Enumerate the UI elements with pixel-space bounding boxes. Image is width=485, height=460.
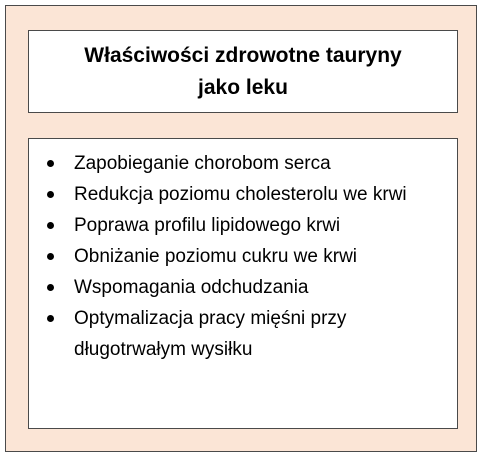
bullet-icon [47, 160, 54, 167]
list-item [29, 179, 457, 210]
list-item [29, 241, 457, 272]
bullet-icon [47, 315, 54, 322]
list-item [29, 272, 457, 303]
list-item [29, 210, 457, 241]
title-box [28, 30, 458, 113]
bullet-icon [47, 222, 54, 229]
bullet-icon [47, 191, 54, 198]
benefits-box [28, 138, 458, 429]
infobox-panel [5, 5, 477, 452]
list-item-text: Zapobieganie chorobom serca [74, 153, 331, 174]
list-item [29, 303, 457, 365]
list-item-text: Obniżanie poziomu cukru we krwi [74, 246, 358, 267]
list-item-text: Wspomagania odchudzania [74, 277, 309, 298]
benefits-list [29, 139, 457, 365]
bullet-icon [47, 284, 54, 291]
infobox-title: Właściwości zdrowotne tauryny jako leku [84, 43, 402, 99]
list-item-text: Poprawa profilu lipidowego krwi [74, 215, 341, 236]
list-item [29, 148, 457, 179]
list-item-text: Optymalizacja pracy mięśni przy długotrwałym wysiłku [74, 308, 347, 360]
bullet-icon [47, 253, 54, 260]
list-item-text: Redukcja poziomu cholesterolu we krwi [74, 184, 407, 205]
